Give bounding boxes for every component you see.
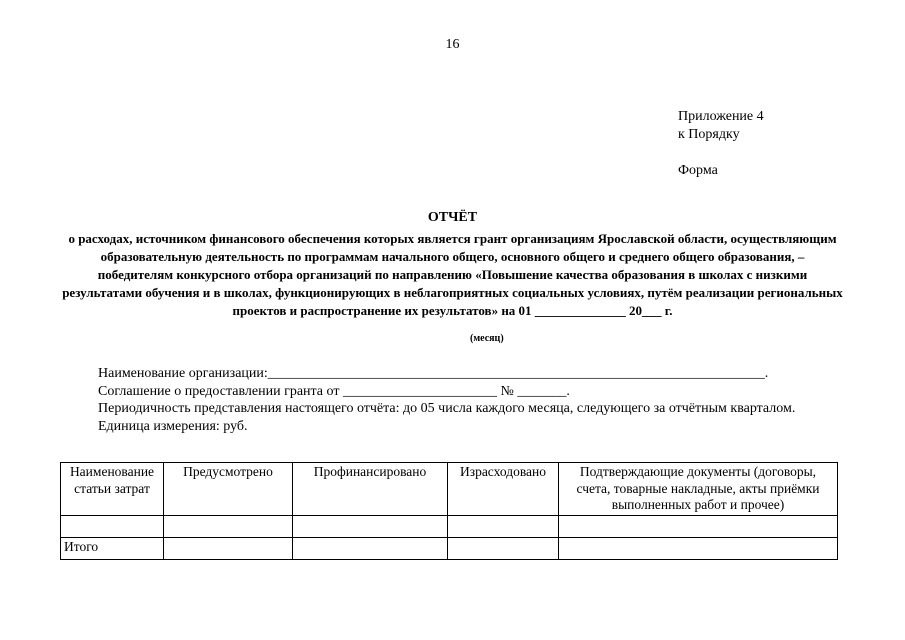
periodicity-field: Периодичность представления настоящего отчёта: до 05 числа каждого месяца, следующего за отчётным кварталом. (98, 401, 796, 416)
header-documents: Подтверждающие документы (договоры, счета, товарные накладные, акты приёмки выполненных работ и прочее) (559, 463, 838, 516)
table-cell (293, 515, 448, 537)
table-row (61, 515, 838, 537)
total-row (61, 537, 838, 559)
table-cell (293, 537, 448, 559)
page-number: 16 (445, 37, 460, 52)
appendix-line-1: Приложение 4 (678, 109, 764, 124)
table-cell (164, 515, 293, 537)
table-cell (559, 515, 838, 537)
report-title: ОТЧЁТ (427, 210, 478, 225)
report-fields (62, 365, 843, 435)
org-name-field: Наименование организации:_______________________________________________________________________. (98, 366, 769, 381)
table-cell (61, 515, 164, 537)
unit-field: Единица измерения: руб. (98, 418, 248, 434)
total-label: Итого (61, 537, 164, 559)
table-cell (164, 537, 293, 559)
appendix-line-2: к Порядку (678, 127, 740, 142)
table-cell (559, 537, 838, 559)
appendix-block (678, 108, 764, 180)
agreement-field: Соглашение о предоставлении гранта от ______________________ № _______. (98, 383, 570, 399)
table-cell (448, 537, 559, 559)
header-financed: Профинансировано (293, 463, 448, 516)
report-subtitle: о расходах, источником финансового обеспечения которых является грант организациям Ярославской области, осуществляющим образовательную деятельность по программам начального общего, основного общего и среднего общего образования, – победителям конкурсного отбора организаций по направлению «Повышение качества образования в школах с низкими результатами обучения и в школах, функционирующих в неблагоприятных социальных условиях, путём реализации региональных проектов и распространение их результатов» на 01 ______________ 20___ г. (62, 231, 843, 318)
header-cost-item: Наименование статьи затрат (61, 463, 164, 516)
table-header-row (61, 463, 838, 516)
expense-table (60, 462, 838, 560)
month-note: (месяц) (470, 333, 504, 344)
form-label: Форма (678, 163, 718, 178)
header-spent: Израсходовано (448, 463, 559, 516)
header-planned: Предусмотрено (164, 463, 293, 516)
table-cell (448, 515, 559, 537)
